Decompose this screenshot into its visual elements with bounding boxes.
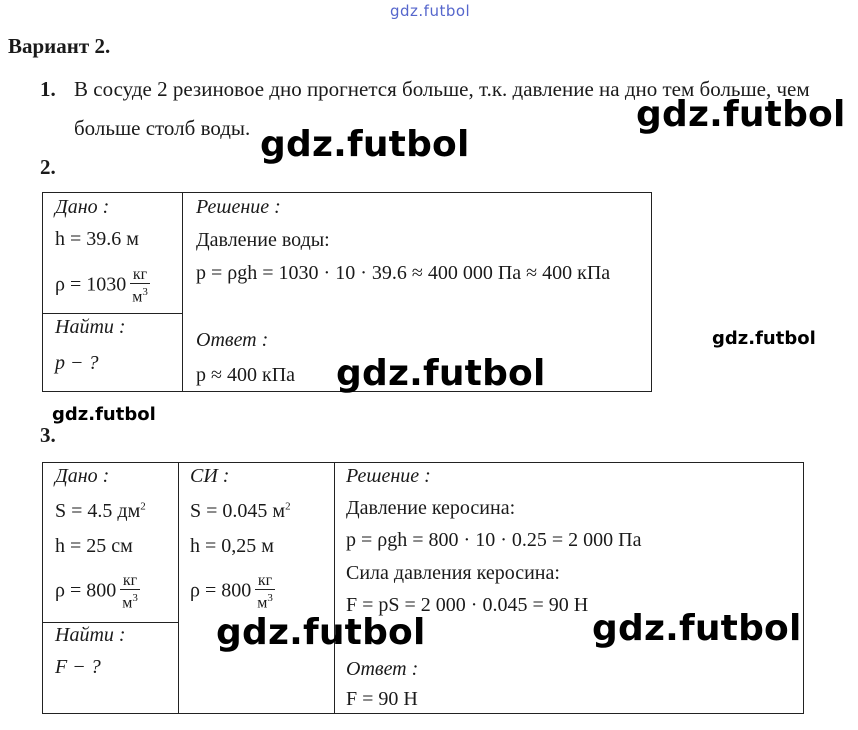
task3-divider-solution [334, 462, 335, 714]
task2-solution-header: Решение : [196, 196, 281, 218]
task3-find-value: F − ? [55, 656, 101, 678]
unit-fraction: $\frac{кг}{м^3}$ [257, 572, 273, 612]
watermark: gdz.futbol [712, 328, 816, 349]
task3-solution-formula2: F = pS = 2 000 · 0.045 = 90 Н [346, 594, 589, 616]
task3-solution-formula1: p = ρgh = 800 · 10 · 0.25 = 2 000 Па [346, 529, 642, 551]
variant-title: Вариант 2. [8, 34, 111, 58]
task2-divider [182, 192, 183, 392]
task3-answer-header: Ответ : [346, 658, 419, 680]
task3-solution-header: Решение : [346, 465, 431, 487]
task3-solution-label1: Давление керосина: [346, 497, 516, 519]
watermark: gdz.futbol [216, 612, 426, 653]
task3-given-S: S = 4.5 $дм^2$ [55, 500, 146, 522]
task3-given-rho: ρ = 800 $\frac{кг}{м^3}$ [55, 572, 138, 612]
watermark: gdz.futbol [260, 124, 470, 165]
task2-number: 2. [40, 155, 56, 179]
task3-find-divider [42, 622, 179, 623]
task1-number: 1. [40, 77, 56, 101]
watermark-top: gdz.futbol [390, 2, 471, 20]
task2-find-divider [42, 313, 183, 314]
task2-solution-formula: p = ρgh = 1030 · 10 · 39.6 ≈ 400 000 Па ≈ 400 кПа [196, 262, 611, 284]
task2-given-rho: ρ = 1030 $\frac{кг}{м^3}$ [55, 266, 148, 306]
task3-divider-si [178, 462, 179, 714]
task3-number: 3. [40, 423, 56, 447]
task1-line2: больше столб воды. [74, 116, 251, 140]
task2-given-h: h = 39.6 м [55, 228, 139, 250]
task2-solution-label: Давление воды: [196, 229, 330, 251]
task3-solution-label2: Сила давления керосина: [346, 562, 560, 584]
task3-si-S: S = 0.045 $м^2$ [190, 500, 291, 522]
watermark: gdz.futbol [336, 353, 546, 394]
watermark: gdz.futbol [52, 404, 156, 425]
task2-given-header: Дано : [55, 196, 110, 218]
unit-fraction: $\frac{кг}{м^3}$ [132, 266, 148, 306]
task2-answer-value: p ≈ 400 кПа [196, 364, 296, 386]
watermark: gdz.futbol [636, 94, 846, 135]
task3-si-header: СИ : [190, 465, 230, 487]
task3-si-rho: ρ = 800 $\frac{кг}{м^3}$ [190, 572, 273, 612]
task3-si-h: h = 0,25 м [190, 535, 274, 557]
task1-line1: В сосуде 2 резиновое дно прогнется больше, т.к. давление на дно тем больше, чем [74, 77, 810, 101]
task2-find-header: Найти : [55, 316, 126, 338]
task2-answer-header: Ответ : [196, 329, 269, 351]
task3-find-header: Найти : [55, 624, 126, 646]
watermark: gdz.futbol [592, 608, 802, 649]
task3-answer-value: F = 90 Н [346, 688, 418, 710]
unit-fraction: $\frac{кг}{м^3}$ [122, 572, 138, 612]
task2-find-value: p − ? [55, 352, 99, 374]
task3-given-h: h = 25 см [55, 535, 133, 557]
task3-given-header: Дано : [55, 465, 110, 487]
